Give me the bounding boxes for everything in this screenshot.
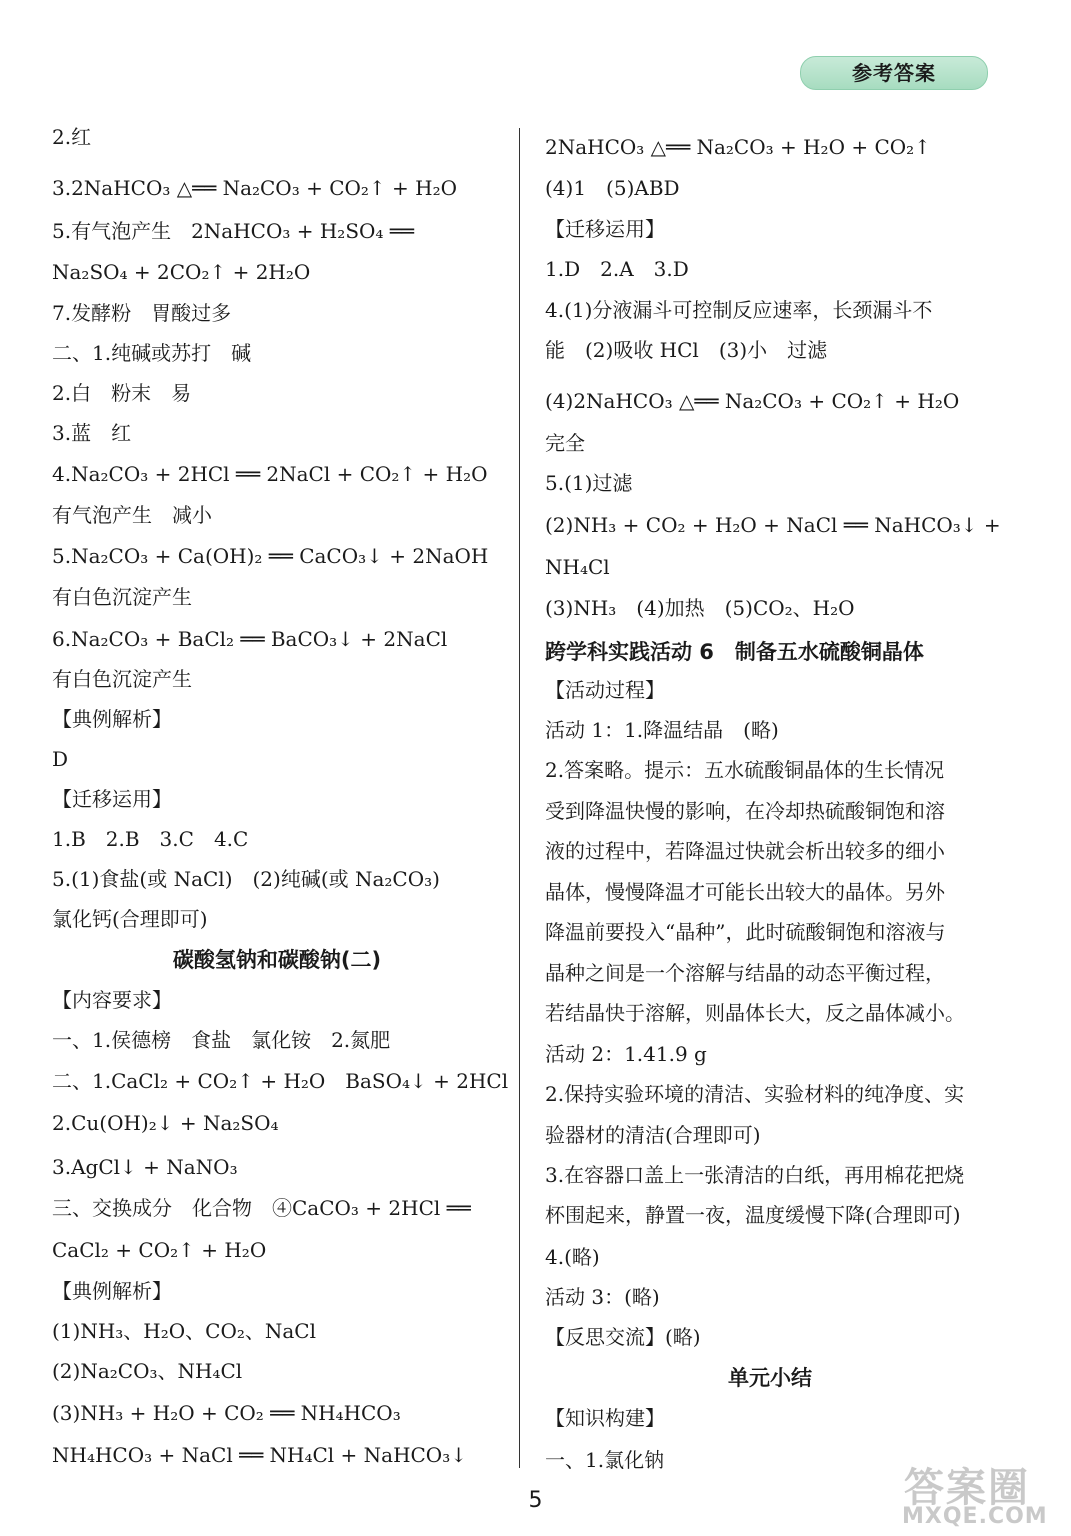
column-divider — [519, 128, 520, 1468]
left-answer-line: 6.Na₂CO₃ + BaCl₂ ══ BaCO₃↓ + 2NaCl — [52, 627, 448, 651]
watermark-top-text: 答案圈 — [904, 1465, 1030, 1511]
right-answer-line: 单元小结 — [728, 1366, 812, 1390]
right-answer-line: 若结晶快于溶解，则晶体长大，反之晶体减小。 — [545, 1001, 965, 1025]
left-answer-line: 7.发酵粉 胃酸过多 — [52, 301, 232, 325]
left-answer-line: 一、1.侯德榜 食盐 氯化铵 2.氮肥 — [52, 1028, 391, 1052]
right-answer-line: (4)1 (5)ABD — [545, 176, 680, 200]
left-answer-line: NH₄HCO₃ + NaCl ══ NH₄Cl + NaHCO₃↓ — [52, 1443, 467, 1467]
right-answer-line: 晶种之间是一个溶解与结晶的动态平衡过程， — [545, 961, 945, 985]
watermark-logo — [898, 1456, 1068, 1532]
right-answer-line: 活动 2：1.41.9 g — [545, 1042, 707, 1066]
left-answer-line: 2.白 粉末 易 — [52, 381, 192, 405]
left-answer-line: CaCl₂ + CO₂↑ + H₂O — [52, 1238, 267, 1262]
right-answer-line: 一、1.氯化钠 — [545, 1448, 665, 1472]
page-number: 5 — [528, 1488, 543, 1513]
reference-answer-badge: 参考答案 — [800, 56, 988, 90]
watermark-bottom-text: MXQE.COM — [902, 1504, 1048, 1529]
left-answer-line: D — [52, 747, 69, 771]
right-answer-line: 完全 — [545, 431, 585, 455]
right-answer-line: 活动 1：1.降温结晶 (略) — [545, 718, 779, 742]
left-answer-line: 5.(1)食盐(或 NaCl) (2)纯碱(或 Na₂CO₃) — [52, 867, 440, 891]
left-answer-line: 4.Na₂CO₃ + 2HCl ══ 2NaCl + CO₂↑ + H₂O — [52, 462, 488, 486]
right-answer-line: 能 (2)吸收 HCl (3)小 过滤 — [545, 338, 828, 362]
right-answer-line: 【反思交流】(略) — [545, 1325, 701, 1349]
left-answer-line: 三、交换成分 化合物 ④CaCO₃ + 2HCl ══ — [52, 1196, 471, 1220]
left-answer-line: 【迁移运用】 — [52, 787, 172, 811]
right-answer-line: 【活动过程】 — [545, 678, 665, 702]
right-answer-line: 2.保持实验环境的清洁、实验材料的纯净度、实 — [545, 1082, 965, 1106]
right-answer-line: 跨学科实践活动 6 制备五水硫酸铜晶体 — [545, 640, 924, 664]
right-answer-line: (3)NH₃ (4)加热 (5)CO₂、H₂O — [545, 596, 855, 620]
right-answer-line: 4.(1)分液漏斗可控制反应速率，长颈漏斗不 — [545, 298, 933, 322]
left-answer-line: 2.Cu(OH)₂↓ + Na₂SO₄ — [52, 1111, 279, 1135]
left-answer-line: 【典例解析】 — [52, 707, 172, 731]
left-answer-line: 2.红 — [52, 125, 92, 149]
right-answer-line: 验器材的清洁(合理即可) — [545, 1123, 761, 1147]
right-answer-line: 2.答案略。提示：五水硫酸铜晶体的生长情况 — [545, 758, 945, 782]
left-answer-line: 碳酸氢钠和碳酸钠(二) — [172, 948, 382, 972]
left-answer-line: 3.AgCl↓ + NaNO₃ — [52, 1155, 238, 1179]
left-answer-line: 二、1.纯碱或苏打 碱 — [52, 341, 252, 365]
left-answer-line: 氯化钙(合理即可) — [52, 907, 208, 931]
left-answer-line: 5.Na₂CO₃ + Ca(OH)₂ ══ CaCO₃↓ + 2NaOH — [52, 544, 489, 568]
right-answer-line: (4)2NaHCO₃ △══ Na₂CO₃ + CO₂↑ + H₂O — [545, 389, 960, 413]
left-answer-line: (1)NH₃、H₂O、CO₂、NaCl — [52, 1319, 316, 1343]
left-answer-line: 【内容要求】 — [52, 988, 172, 1012]
right-answer-line: 降温前要投入“晶种”，此时硫酸铜饱和溶液与 — [545, 920, 946, 944]
left-answer-line: 3.蓝 红 — [52, 421, 132, 445]
right-answer-line: 4.(略) — [545, 1245, 600, 1269]
right-answer-line: 5.(1)过滤 — [545, 471, 633, 495]
right-answer-line: 液的过程中，若降温过快就会析出较多的细小 — [545, 839, 945, 863]
right-answer-line: 受到降温快慢的影响，在冷却热硫酸铜饱和溶 — [545, 799, 945, 823]
left-answer-line: 有白色沉淀产生 — [52, 585, 192, 609]
left-answer-line: 有气泡产生 减小 — [52, 503, 212, 527]
right-answer-line: 1.D 2.A 3.D — [545, 257, 689, 281]
right-answer-line: 3.在容器口盖上一张清洁的白纸，再用棉花把烧 — [545, 1163, 965, 1187]
left-answer-line: (3)NH₃ + H₂O + CO₂ ══ NH₄HCO₃ — [52, 1401, 401, 1425]
left-answer-line: 二、1.CaCl₂ + CO₂↑ + H₂O BaSO₄↓ + 2HCl — [52, 1069, 509, 1093]
left-answer-line: 1.B 2.B 3.C 4.C — [52, 827, 249, 851]
right-answer-line: 活动 3：(略) — [545, 1285, 660, 1309]
left-answer-line: Na₂SO₄ + 2CO₂↑ + 2H₂O — [52, 260, 311, 284]
right-answer-line: 【知识构建】 — [545, 1406, 665, 1430]
left-answer-line: (2)Na₂CO₃、NH₄Cl — [52, 1359, 243, 1383]
left-answer-line: 5.有气泡产生 2NaHCO₃ + H₂SO₄ ══ — [52, 219, 414, 243]
right-answer-line: 晶体，慢慢降温才可能长出较大的晶体。另外 — [545, 880, 945, 904]
right-answer-line: 【迁移运用】 — [545, 217, 665, 241]
right-answer-line: (2)NH₃ + CO₂ + H₂O + NaCl ══ NaHCO₃↓ + — [545, 513, 1001, 537]
right-answer-line: 2NaHCO₃ △══ Na₂CO₃ + H₂O + CO₂↑ — [545, 135, 931, 159]
right-answer-line: 杯围起来，静置一夜，温度缓慢下降(合理即可) — [545, 1203, 961, 1227]
left-answer-line: 【典例解析】 — [52, 1279, 172, 1303]
left-answer-line: 3.2NaHCO₃ △══ Na₂CO₃ + CO₂↑ + H₂O — [52, 176, 457, 200]
left-answer-line: 有白色沉淀产生 — [52, 667, 192, 691]
right-answer-line: NH₄Cl — [545, 555, 610, 579]
